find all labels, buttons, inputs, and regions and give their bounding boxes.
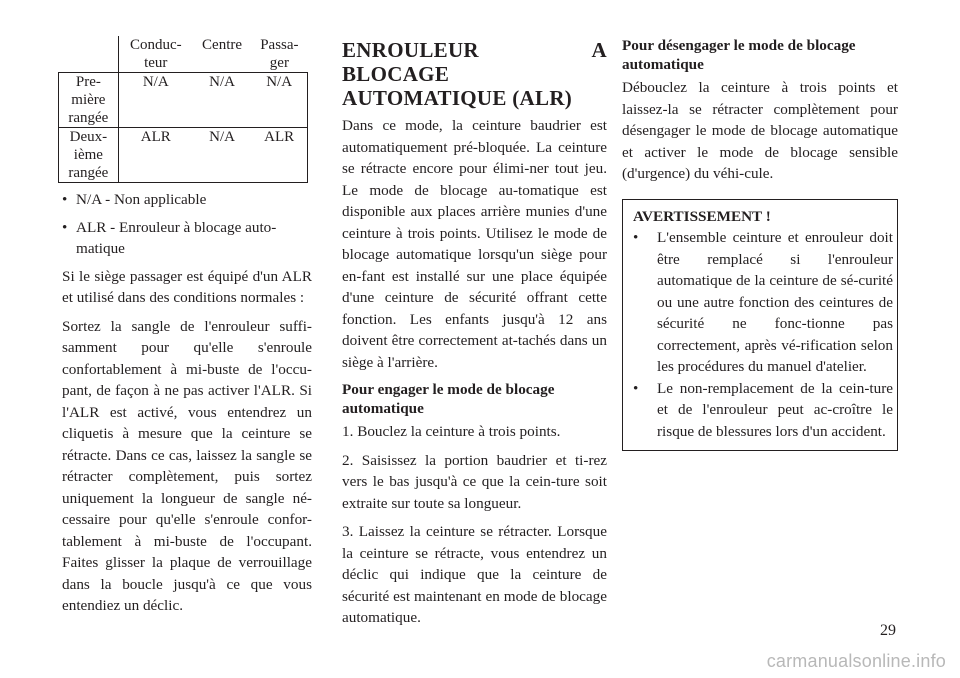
paragraph: Sortez la sangle de l'enrouleur suffi-samment pour qu'elle s'enroule confortablement à mi-buste de l'occu-pant, de façon à ne pas activer l'ALR. Si l'ALR est activé, vous entendrez un cliquetis à mesure que la ceinture se rétracte. Dans ce cas, laissez la sangle se rétracter complètement, puis sortez uniquement la longueur de sangle né-cessaire pour qu'elle s'enroule confor-tablement à mi-buste de l'occupant. Faites glisser la plaque de verrouillage dans la boucle jusqu'à ce que vous entendiez un déclic. (62, 317, 312, 614)
legend-list (62, 189, 312, 260)
table-corner (59, 36, 119, 73)
step-item: 3. Laissez la ceinture se rétracter. Lorsque la ceinture se rétracte, vous entendrez un déclic qui indique que la ceinture de sécurité est maintenant en mode de blocage automatique. (342, 523, 607, 626)
warning-list (633, 227, 893, 442)
watermark: carmanualsonline.info (766, 651, 946, 671)
section-heading: ENROULEUR A BLOCAGE AUTOMATIQUE (ALR) (342, 38, 607, 110)
table-cell: ALR (251, 128, 307, 183)
warning-box (622, 199, 898, 452)
page-number: 29 (880, 622, 896, 639)
table-row (59, 128, 308, 183)
legend-na: N/A - Non applicable (76, 191, 207, 208)
right-column (622, 36, 898, 451)
list-item (62, 189, 312, 211)
middle-column (342, 36, 607, 636)
table-cell: N/A (193, 73, 251, 128)
bullet-icon: • (62, 218, 68, 236)
subheading: Pour engager le mode de blocage automatique (342, 381, 555, 417)
table-header-driver: Conduc- teur (129, 37, 182, 71)
left-column (62, 36, 312, 624)
paragraph: Débouclez la ceinture à trois points et laissez-la se rétracter complètement pour désengager le mode de blocage automatique et activer le mode de blocage sensible (d'urgence) du véhi-cule. (622, 79, 898, 182)
list-item (633, 227, 893, 378)
bullet-icon: • (62, 191, 68, 208)
bullet-icon: • (633, 379, 639, 397)
list-item (62, 217, 312, 260)
legend-alr: ALR - Enrouleur à blocage auto- matique (76, 218, 277, 257)
table-row-label: Pre- mière rangée (59, 73, 119, 128)
subheading: Pour désengager le mode de blocage automatique (622, 37, 856, 73)
alr-seat-table (58, 36, 308, 183)
step-item: 2. Saisissez la portion baudrier et ti-rez vers le bas jusqu'à ce que la cein-ture soit extraite sur toute sa longueur. (342, 451, 607, 512)
table-cell: ALR (118, 128, 193, 183)
table-header-center: Centre (202, 37, 243, 53)
warning-text: Le non-remplacement de la cein-ture et de l'enrouleur peut ac-croître le risque de blessures lors d'un accident. (657, 379, 893, 440)
table-cell: N/A (251, 73, 307, 128)
table-cell: N/A (118, 73, 193, 128)
list-item (633, 378, 893, 443)
step-item: 1. Bouclez la ceinture à trois points. (342, 423, 561, 440)
paragraph: Si le siège passager est équipé d'un ALR et utilisé dans des conditions normales : (62, 267, 312, 306)
table-row-label: Deux- ième rangée (59, 128, 119, 183)
table-row (59, 73, 308, 128)
bullet-icon: • (633, 229, 639, 246)
paragraph: Dans ce mode, la ceinture baudrier est automatiquement pré-bloquée. La ceinture se rétracte encore pour élimi-ner tout jeu. Le mode de blocage au-tomatique est disponible aux places arrière munies d'une ceinture à trois points. Utilisez le mode de blocage automatique lorsqu'un siège pour en-fant est installé sur une place équipée d'une ceinture de sécurité offrant cette fonction. Les enfants jusqu'à 12 ans doivent être correctement at-tachés dans un siège à l'arrière. (342, 117, 607, 371)
table-header-passenger: Passa- ger (260, 37, 299, 71)
warning-text: L'ensemble ceinture et enrouleur doit être remplacé si l'enrouleur automatique de la ceinture de sé-curité ou une autre fonction des ceintures de sécurité ne fonc-tionne pas correctement, après vé-rification selon les procédures du manuel d'atelier. (657, 229, 893, 375)
warning-title: AVERTISSEMENT ! (633, 207, 771, 225)
table-cell: N/A (193, 128, 251, 183)
